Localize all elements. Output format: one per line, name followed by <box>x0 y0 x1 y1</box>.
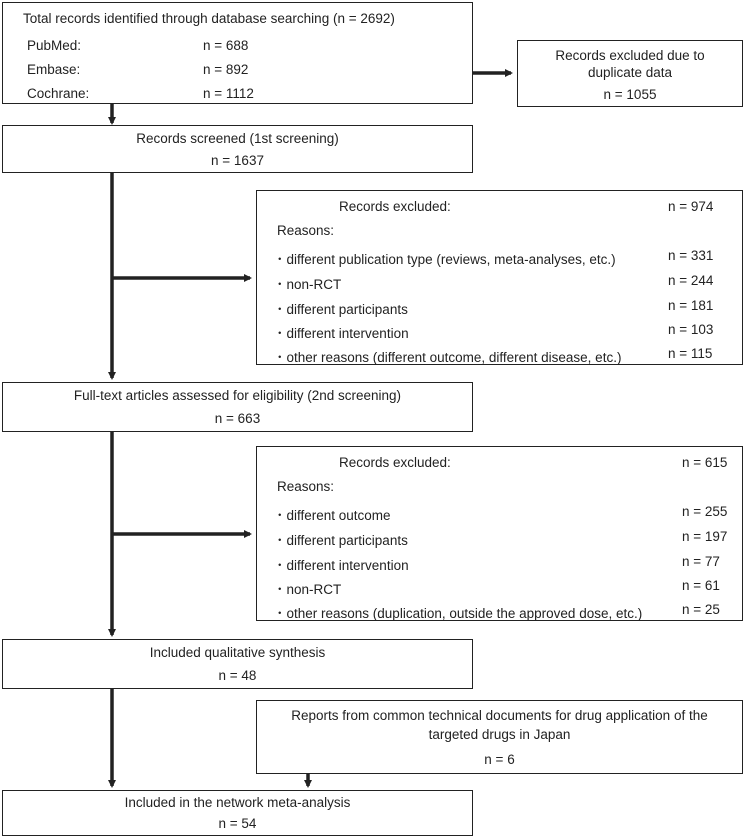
screen1-title: Records screened (1st screening) <box>136 131 339 146</box>
excluded-second-screening-box <box>256 446 743 621</box>
excluded2-reason-text: ・other reasons (duplication, outside the approved dose, etc.) <box>273 606 643 621</box>
excluded2-reason-count: n = 77 <box>682 554 720 569</box>
excluded2-reason-count: n = 61 <box>682 578 720 593</box>
excluded2-count: n = 615 <box>682 455 728 470</box>
excluded2-reason-text: ・non-RCT <box>273 582 342 597</box>
first-screening-box <box>2 125 473 173</box>
screen1-count: n = 1637 <box>211 153 264 168</box>
nma-title: Included in the network meta-analysis <box>124 795 351 810</box>
source-name-cochrane: Cochrane: <box>27 86 90 101</box>
excluded1-reason-count: n = 115 <box>668 346 713 361</box>
excluded2-reason-count: n = 197 <box>682 529 728 544</box>
excluded1-reason-text: ・different intervention <box>273 326 409 341</box>
screen2-title: Full-text articles assessed for eligibility (2nd screening) <box>73 388 402 403</box>
excluded1-reason-count: n = 331 <box>668 248 714 263</box>
nma-count: n = 54 <box>218 816 257 831</box>
qualitative-synthesis-box <box>2 639 473 689</box>
duplicates-excluded-box <box>517 40 743 107</box>
ctd-count: n = 6 <box>484 752 515 767</box>
source-count-embase: n = 892 <box>203 62 249 77</box>
excluded1-reason-text: ・other reasons (different outcome, different disease, etc.) <box>273 350 622 365</box>
second-screening-box <box>2 382 473 432</box>
source-name-embase: Embase: <box>27 62 81 77</box>
records-identified-box <box>2 2 473 104</box>
network-meta-analysis-box <box>2 790 473 836</box>
excluded1-reasons-label: Reasons: <box>277 223 335 238</box>
excluded1-reason-text: ・different participants <box>273 302 408 317</box>
source-name-pubmed: PubMed: <box>27 38 82 53</box>
qualitative-title: Included qualitative synthesis <box>149 645 326 660</box>
excluded1-reason-count: n = 181 <box>668 298 714 313</box>
ctd-line1: Reports from common technical documents for drug application of the <box>291 708 708 723</box>
source-count-pubmed: n = 688 <box>203 38 249 53</box>
excluded2-reasons-label: Reasons: <box>277 479 335 494</box>
excluded2-reason-text: ・different outcome <box>273 508 391 523</box>
identified-title: Total records identified through database searching (n = 2692) <box>23 11 395 26</box>
excluded1-reason-count: n = 103 <box>668 322 714 337</box>
duplicates-count: n = 1055 <box>603 87 657 102</box>
excluded1-reason-text: ・non-RCT <box>273 277 342 292</box>
excluded2-reason-count: n = 255 <box>682 504 728 519</box>
excluded2-reason-text: ・different intervention <box>273 558 409 573</box>
excluded-first-screening-box <box>256 190 743 365</box>
excluded1-reason-count: n = 244 <box>668 273 714 288</box>
qualitative-count: n = 48 <box>218 668 257 683</box>
duplicates-line1: Records excluded due to <box>555 48 705 63</box>
excluded2-reason-count: n = 25 <box>682 602 720 617</box>
excluded1-count: n = 974 <box>668 199 714 214</box>
duplicates-line2: duplicate data <box>587 65 673 80</box>
excluded2-reason-text: ・different participants <box>273 533 408 548</box>
ctd-reports-box <box>256 700 743 774</box>
excluded1-title: Records excluded: <box>339 199 451 214</box>
source-count-cochrane: n = 1112 <box>203 86 254 101</box>
ctd-line2: targeted drugs in Japan <box>428 727 571 742</box>
excluded1-reason-text: ・different publication type (reviews, meta-analyses, etc.) <box>273 252 616 267</box>
excluded2-title: Records excluded: <box>339 455 451 470</box>
screen2-count: n = 663 <box>214 411 261 426</box>
